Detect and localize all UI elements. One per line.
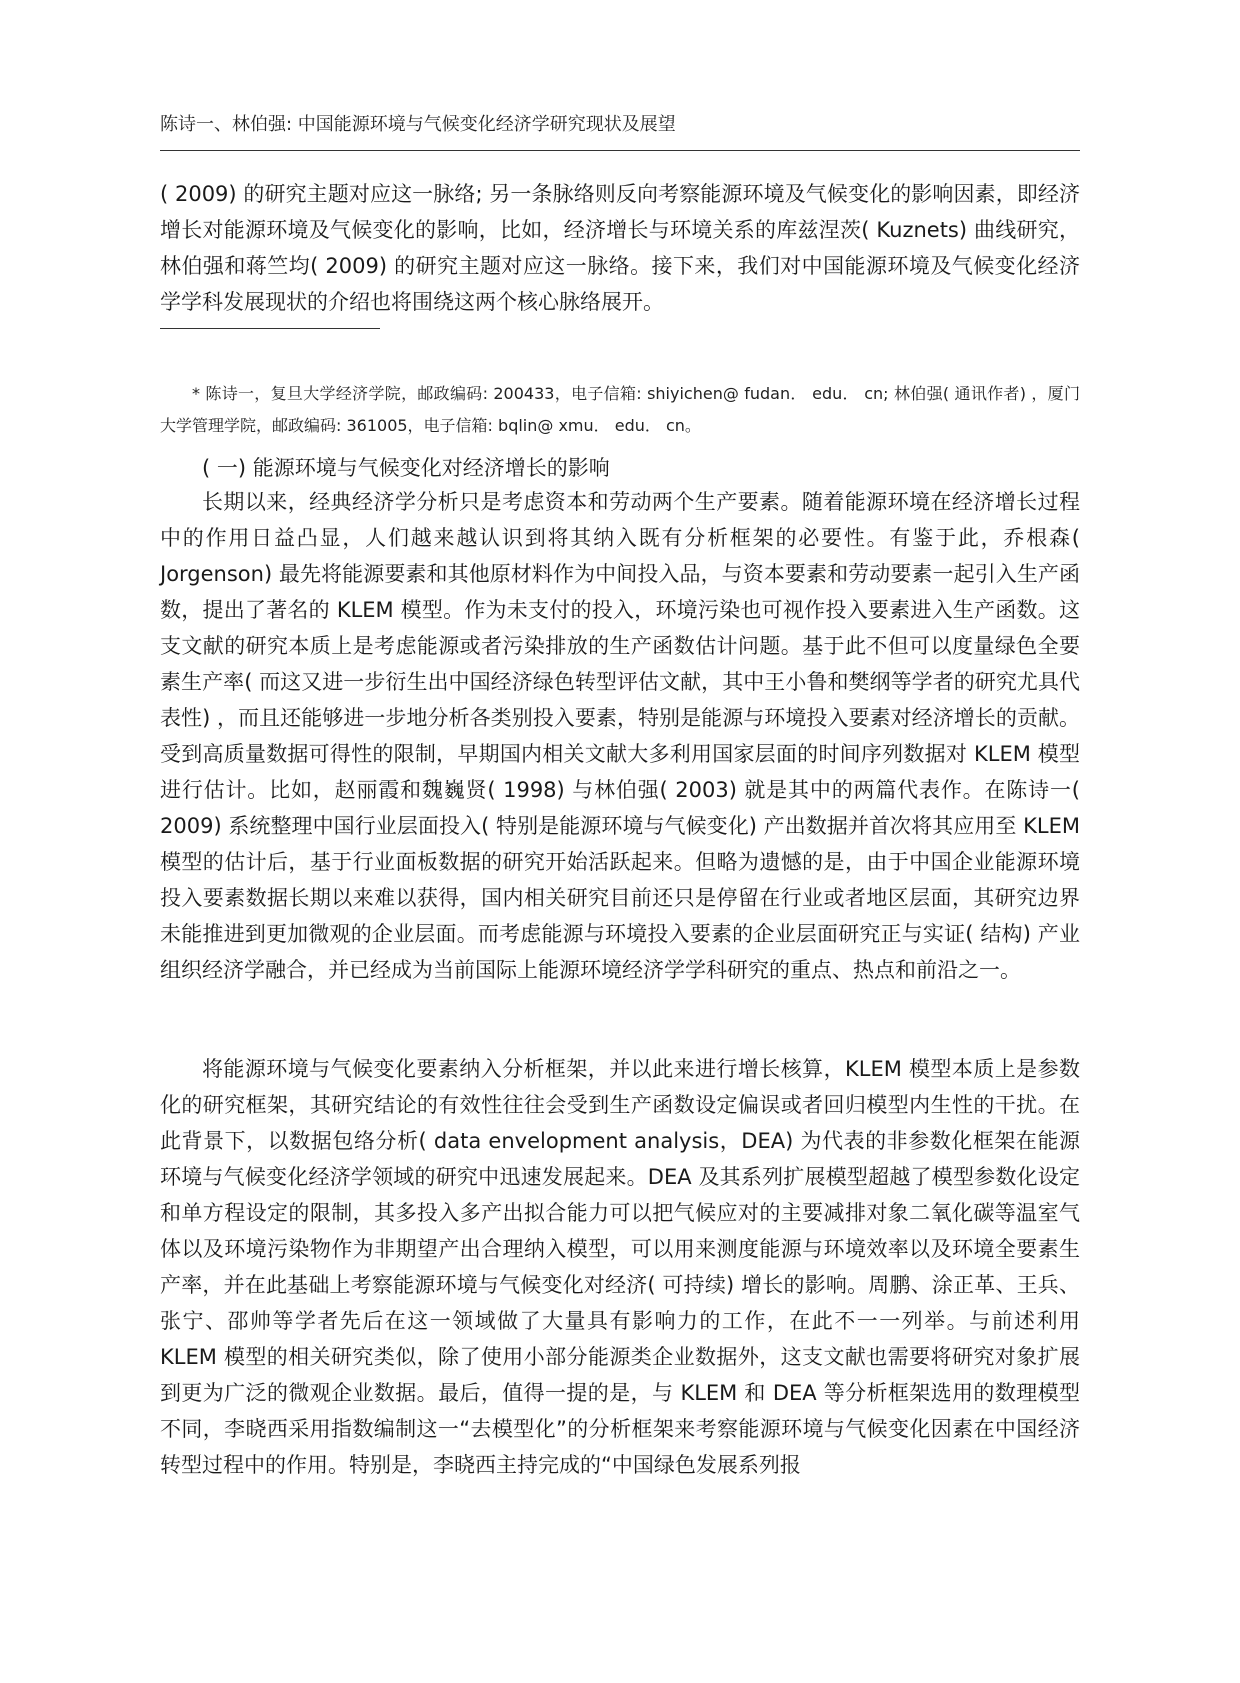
header-rule <box>160 150 1080 151</box>
intro-paragraph: ( 2009) 的研究主题对应这一脉络; 另一条脉络则反向考察能源环境及气候变化的影响因素，即经济增长对能源环境及气候变化的影响，比如，经济增长与环境关系的库兹涅茨( Kuznets) 曲线研究，林伯强和蒋竺均( 2009) 的研究主题对应这一脉络。接下来，我们对中国能源环境及气候变化经济学学科发展现状的介绍也将围绕这两个核心脉络展开。 <box>160 182 1080 314</box>
running-head: 陈诗一、林伯强: 中国能源环境与气候变化经济学研究现状及展望 <box>160 114 676 135</box>
footnote-rule <box>160 328 380 329</box>
section-heading: ( 一) 能源环境与气候变化对经济增长的影响 <box>202 456 610 480</box>
body-paragraph-1: 长期以来，经典经济学分析只是考虑资本和劳动两个生产要素。随着能源环境在经济增长过程中的作用日益凸显，人们越来越认识到将其纳入既有分析框架的必要性。有鉴于此，乔根森( Jorgenson) 最先将能源要素和其他原材料作为中间投入品，与资本要素和劳动要素一起引入生产函数，提出了著名的 KLEM 模型。作为未支付的投入，环境污染也可视作投入要素进入生产函数。这支文献的研究本质上是考虑能源或者污染排放的生产函数估计问题。基于此不但可以度量绿色全要素生产率( 而这又进一步衍生出中国经济绿色转型评估文献，其中王小鲁和樊纲等学者的研究尤具代表性) ，而且还能够进一步地分析各类别投入要素，特别是能源与环境投入要素对经济增长的贡献。受到高质量数据可得性的限制，早期国内相关文献大多利用国家层面的时间序列数据对 KLEM 模型进行估计。比如，赵丽霞和魏巍贤( 1998) 与林伯强( 2003) 就是其中的两篇代表作。在陈诗一( 2009) 系统整理中国行业层面投入( 特别是能源环境与气候变化) 产出数据并首次将其应用至 KLEM 模型的估计后，基于行业面板数据的研究开始活跃起来。但略为遗憾的是，由于中国企业能源环境投入要素数据长期以来难以获得，国内相关研究目前还只是停留在行业或者地区层面，其研究边界未能推进到更加微观的企业层面。而考虑能源与环境投入要素的企业层面研究正与实证( 结构) 产业组织经济学融合，并已经成为当前国际上能源环境经济学学科研究的重点、热点和前沿之一。 <box>160 490 1080 982</box>
body-paragraph-2: 将能源环境与气候变化要素纳入分析框架，并以此来进行增长核算，KLEM 模型本质上是参数化的研究框架，其研究结论的有效性往往会受到生产函数设定偏误或者回归模型内生性的干扰。在此背景下，以数据包络分析( data envelopment analysis，DEA) 为代表的非参数化框架在能源环境与气候变化经济学领域的研究中迅速发展起来。DEA 及其系列扩展模型超越了模型参数化设定和单方程设定的限制，其多投入多产出拟合能力可以把气候应对的主要减排对象二氧化碳等温室气体以及环境污染物作为非期望产出合理纳入模型，可以用来测度能源与环境效率以及环境全要素生产率，并在此基础上考察能源环境与气候变化对经济( 可持续) 增长的影响。周鹏、涂正革、王兵、张宁、邵帅等学者先后在这一领域做了大量具有影响力的工作，在此不一一列举。与前述利用 KLEM 模型的相关研究类似，除了使用小部分能源类企业数据外，这支文献也需要将研究对象扩展到更为广泛的微观企业数据。最后，值得一提的是，与 KLEM 和 DEA 等分析框架选用的数理模型不同，李晓西采用指数编制这一“去模型化”的分析框架来考察能源环境与气候变化因素在中国经济转型过程中的作用。特别是，李晓西主持完成的“中国绿色发展系列报 <box>160 1057 1080 1477</box>
author-footnote: * 陈诗一，复旦大学经济学院，邮政编码: 200433，电子信箱: shiyichen@ fudan． edu． cn; 林伯强( 通讯作者) ，厦门大学管理学院，邮政编码: 361005，电子信箱: bqlin@ xmu． edu． cn。 <box>160 384 1080 435</box>
